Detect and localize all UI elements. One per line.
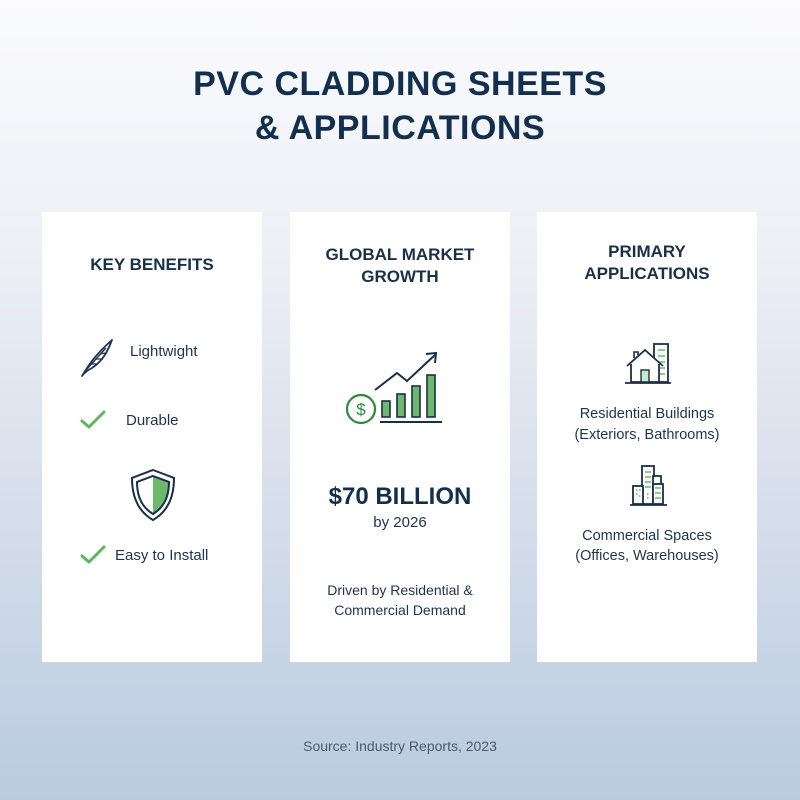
office-buildings-icon (629, 464, 669, 513)
application-sub: (Offices, Warehouses) (575, 548, 719, 564)
market-value: $70 BILLION (328, 483, 472, 510)
benefit-label: Durable (126, 412, 179, 429)
key-benefits-card (42, 212, 262, 662)
benefit-label: Lightwight (130, 343, 198, 360)
market-value-year: by 2026 (373, 514, 427, 531)
feather-icon (78, 338, 116, 383)
application-label: Commercial Spaces (582, 528, 712, 544)
card-title (290, 244, 510, 288)
card-title: KEY BENEFITS (90, 255, 214, 274)
card-title-line-1: GLOBAL MARKET (325, 245, 475, 264)
application-sub: (Exteriors, Bathrooms) (574, 427, 720, 443)
benefit-label: Easy to Install (115, 547, 209, 564)
note-line-1: Driven by Residential & (327, 582, 473, 598)
checkmark-icon (80, 410, 106, 435)
shield-icon (129, 468, 177, 527)
checkmark-icon (80, 545, 106, 570)
title-line-2: & APPLICATIONS (254, 109, 546, 147)
note-line-2: Commercial Demand (334, 602, 466, 618)
title-line-1: PVC CLADDING SHEETS (193, 65, 607, 103)
growth-chart-dollar-icon (344, 348, 448, 431)
primary-applications-card (537, 212, 757, 662)
card-title-line-2: APPLICATIONS (584, 264, 710, 283)
application-label: Residential Buildings (579, 406, 715, 422)
page-title (0, 62, 800, 150)
source-footer: Source: Industry Reports, 2023 (303, 738, 497, 754)
house-icon (625, 342, 673, 391)
card-title-line-2: GROWTH (361, 267, 439, 286)
svg-text:$: $ (356, 400, 366, 419)
card-title-line-1: PRIMARY (608, 242, 686, 261)
card-title (537, 241, 757, 285)
market-driver-note (290, 580, 510, 620)
market-growth-card (290, 212, 510, 662)
